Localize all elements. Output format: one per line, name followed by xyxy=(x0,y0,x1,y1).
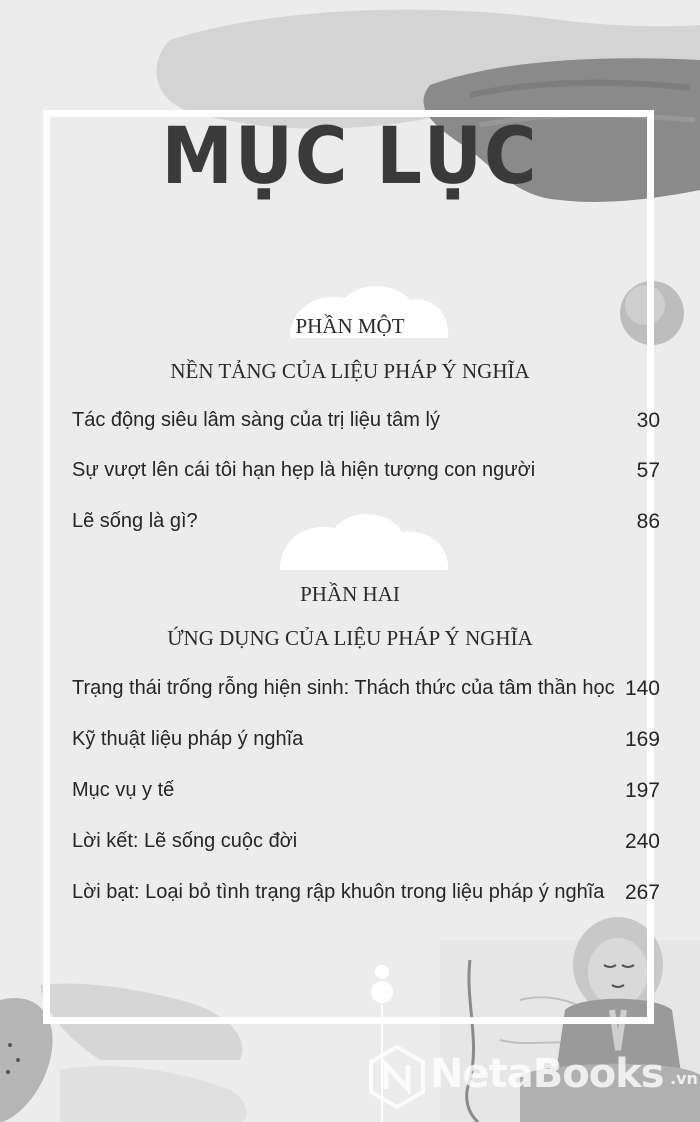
toc-entry[interactable] xyxy=(72,459,660,489)
toc-entry-title: Mục vụ y tế xyxy=(72,779,175,801)
toc-entry-title: Trạng thái trống rỗng hiện sinh: Thách thức của tâm thần học xyxy=(72,677,615,699)
toc-entry-title: Lời bạt: Loại bỏ tình trạng rập khuôn trong liệu pháp ý nghĩa xyxy=(72,881,605,903)
toc-entry-page: 57 xyxy=(636,459,660,482)
toc-entry-page: 86 xyxy=(636,510,660,533)
toc-entry-page: 30 xyxy=(636,409,660,432)
toc-entry[interactable] xyxy=(72,779,660,809)
watermark-text: NetaBooks xyxy=(430,1051,664,1097)
toc-entry[interactable] xyxy=(72,409,660,439)
part-two-label: PHẦN HAI xyxy=(300,582,400,606)
toc-entry-title: Lời kết: Lẽ sống cuộc đời xyxy=(72,830,298,852)
toc-entry[interactable] xyxy=(72,830,660,860)
toc-entry[interactable] xyxy=(72,510,660,540)
toc-entry[interactable] xyxy=(72,881,660,911)
page-title: MỤC LỤC xyxy=(161,112,539,202)
toc-entry-page: 169 xyxy=(624,728,660,751)
toc-entry-page: 197 xyxy=(624,779,660,802)
part-two-title: ỨNG DỤNG CỦA LIỆU PHÁP Ý NGHĨA xyxy=(167,626,533,650)
netabooks-logo-icon xyxy=(368,1045,426,1109)
part-one-title: NỀN TẢNG CỦA LIỆU PHÁP Ý NGHĨA xyxy=(170,359,530,383)
watermark-suffix: .vn xyxy=(670,1069,698,1088)
toc-entry-title: Sự vượt lên cái tôi hạn hẹp là hiện tượng con người xyxy=(72,459,536,481)
toc-entry[interactable] xyxy=(72,728,660,758)
toc-entry[interactable] xyxy=(72,677,660,707)
netabooks-watermark xyxy=(368,1045,698,1115)
toc-entry-page: 267 xyxy=(624,881,660,904)
toc-entry-page: 140 xyxy=(624,677,660,700)
part-one-label: PHẦN MỘT xyxy=(295,314,405,338)
toc-entry-title: Kỹ thuật liệu pháp ý nghĩa xyxy=(72,728,304,750)
toc-entry-page: 240 xyxy=(624,830,660,853)
toc-entry-title: Tác động siêu lâm sàng của trị liệu tâm lý xyxy=(72,409,440,431)
toc-entry-title: Lẽ sống là gì? xyxy=(72,510,198,532)
